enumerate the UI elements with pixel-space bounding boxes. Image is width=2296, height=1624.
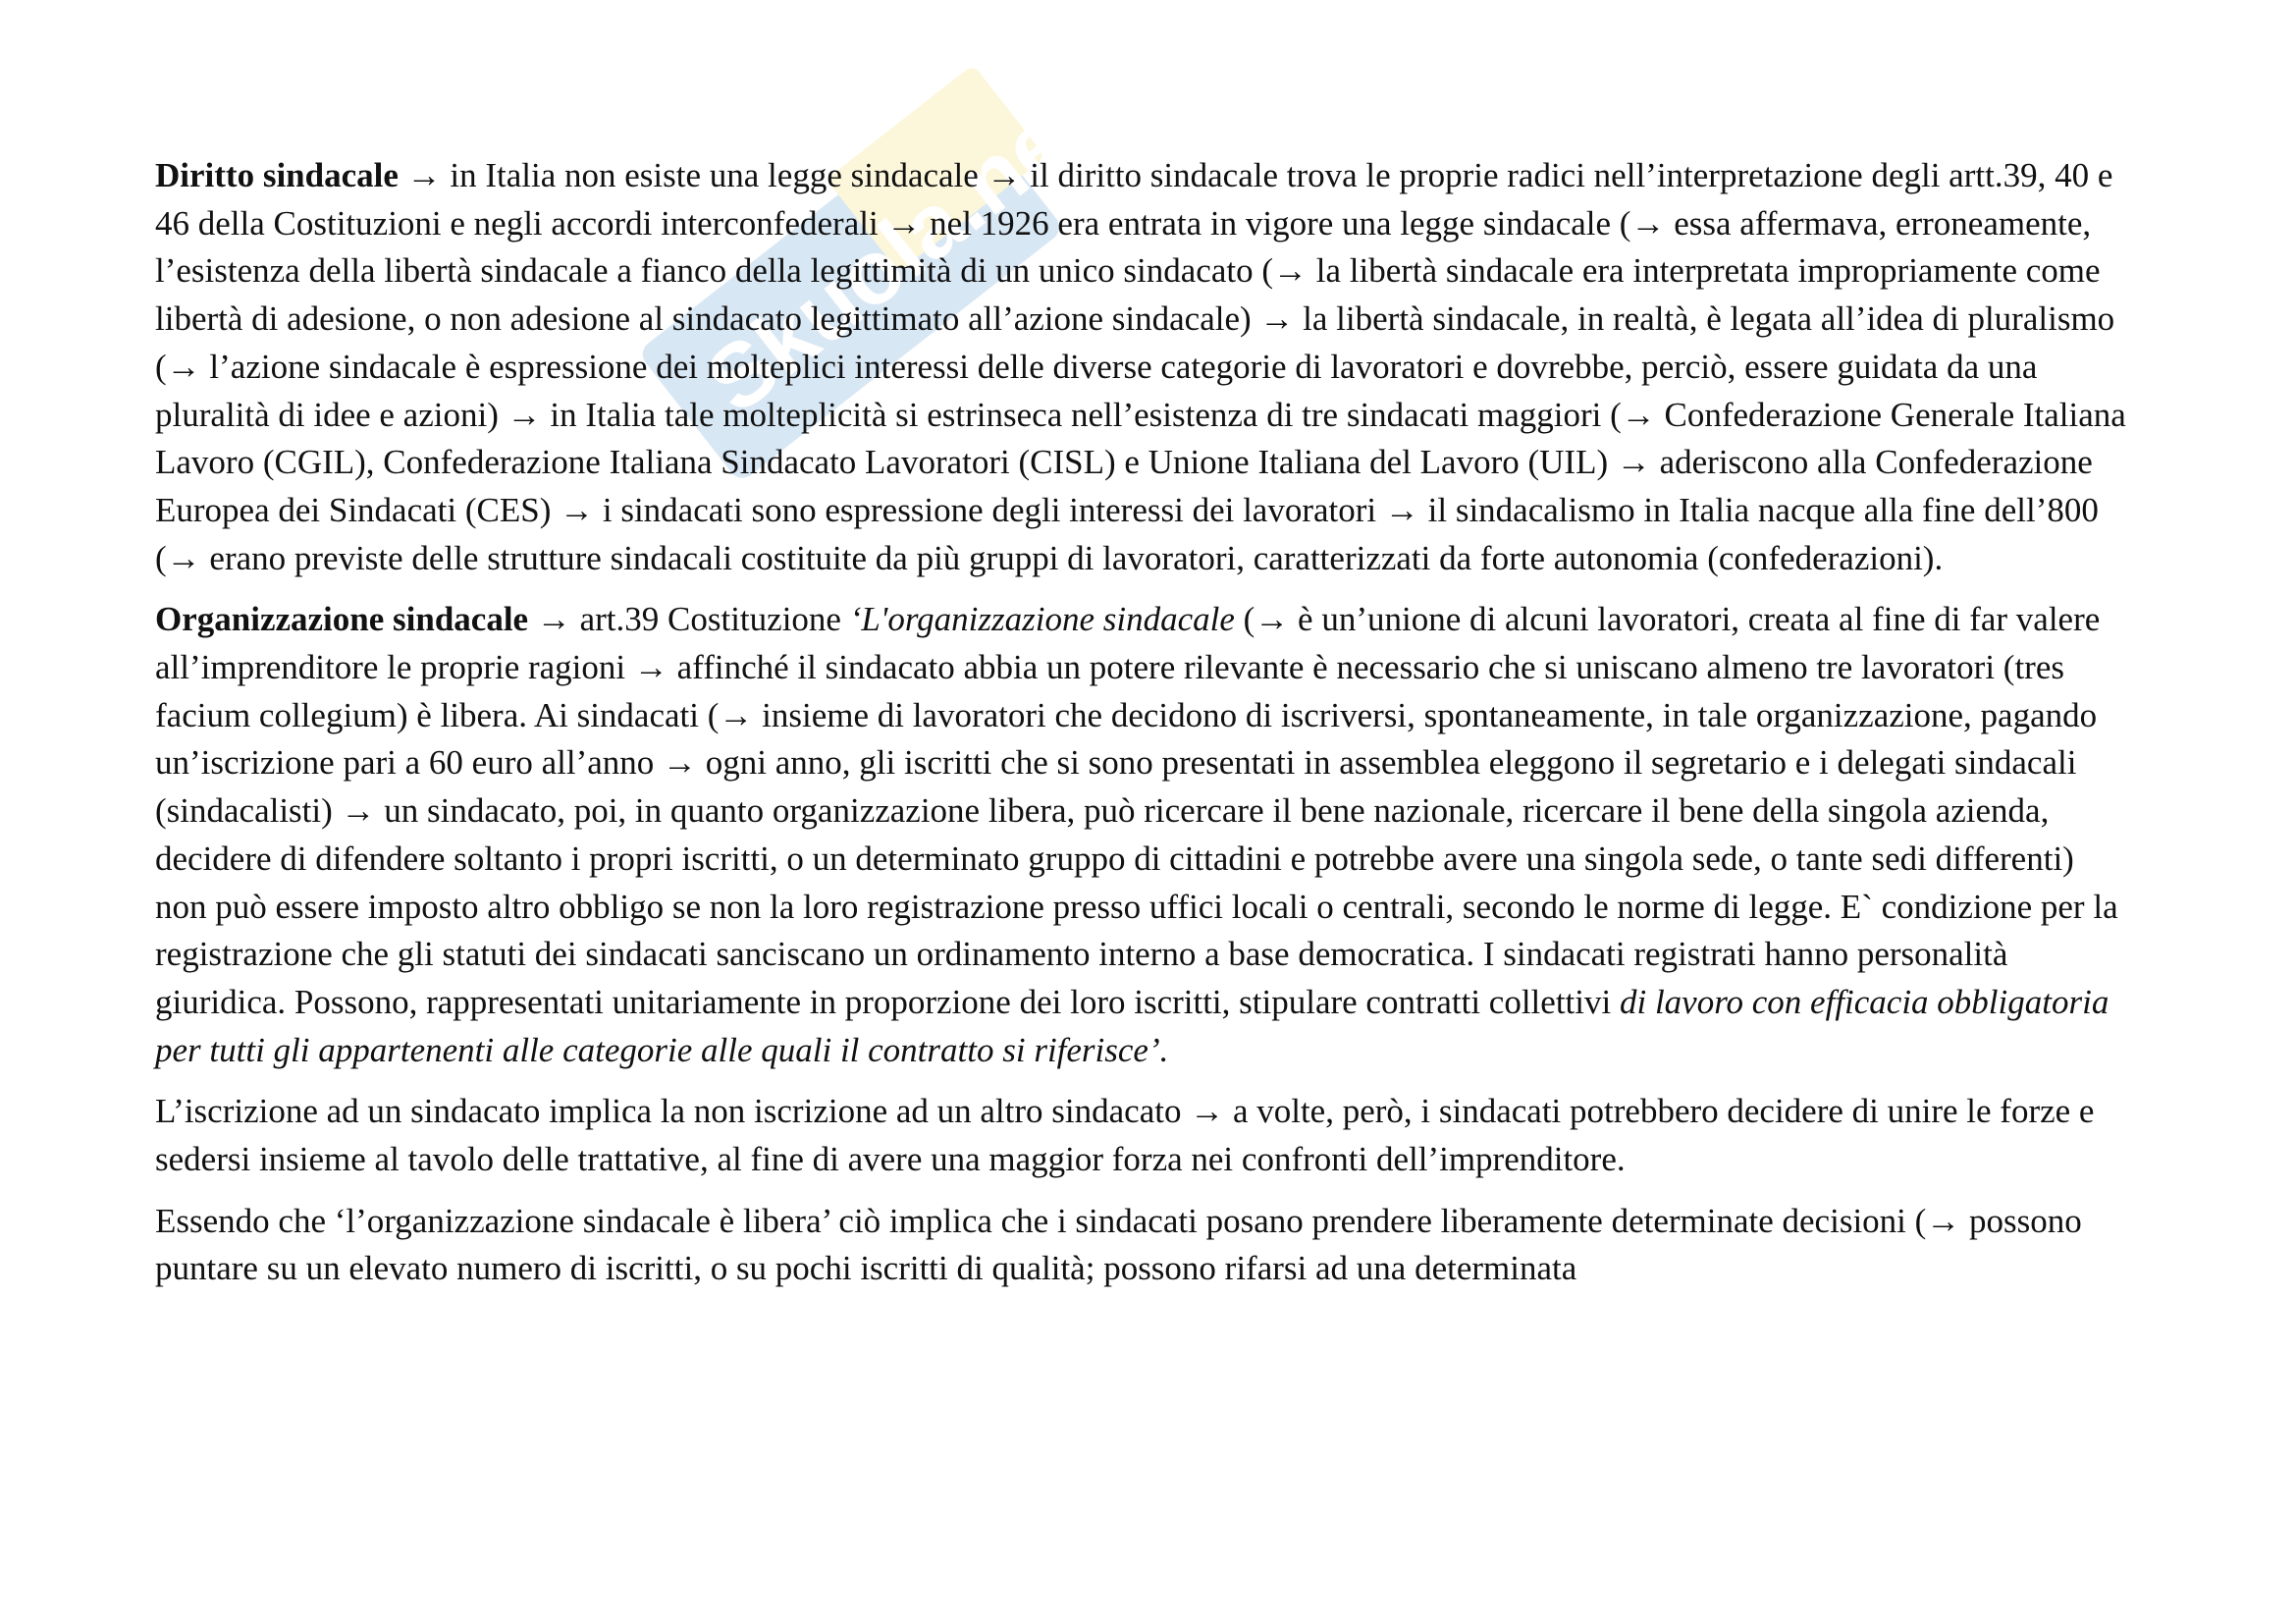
paragraph-organizzazione-sindacale	[155, 596, 2133, 1074]
term-diritto-sindacale: Diritto sindacale	[155, 156, 399, 194]
paragraph-text: (→ è un’unione di alcuni lavoratori, creata al fine di far valere all’imprenditore le proprie ragioni → affinché il sindacato abbia un potere rilevante è necessario che si uniscano almeno tre lavoratori (tres facium collegium) è libera. Ai sindacati (→ insieme di lavoratori che decidono di iscriversi, spontaneamente, in tale organizzazione, pagando un’iscrizione pari a 60 euro all’anno → ogni anno, gli iscritti che si sono presentati in assemblea eleggono il segretario e i delegati sindacali (sindacalisti) → un sindacato, poi, in quanto organizzazione libera, può ricercare il bene nazionale, ricercare il bene della singola azienda, decidere di difendere soltanto i propri iscritti, o un determinato gruppo di cittadini e potrebbe avere una singola sede, o tante sedi differenti) non può essere imposto altro obbligo se non la loro registrazione presso uffici locali o centrali, secondo le norme di legge. E` condizione per la registrazione che gli statuti dei sindacati sanciscano un ordinamento interno a base democratica. I sindacati registrati hanno personalità giuridica. Possono, rappresentati unitariamente in proporzione dei loro iscritti, stipulare contratti collettivi	[155, 600, 2118, 1021]
paragraph-text: → in Italia non esiste una legge sindacale → il diritto sindacale trova le proprie radici nell’interpretazione degli artt.39, 40 e 46 della Costituzioni e negli accordi interconfederali → nel 1926 era entrata in vigore una legge sindacale (→ essa affermava, erroneamente, l’esistenza della libertà sindacale a fianco della legittimità di un unico sindacato (→ la libertà sindacale era interpretata impropriamente come libertà di adesione, o non adesione al sindacato legittimato all’azione sindacale) → la libertà sindacale, in realtà, è legata all’idea di pluralismo (→ l’azione sindacale è espressione dei molteplici interessi delle diverse categorie di lavoratori e dovrebbe, perciò, essere guidata da una pluralità di idee e azioni) → in Italia tale molteplicità si estrinseca nell’esistenza di tre sindacati maggiori (→ Confederazione Generale Italiana Lavoro (CGIL), Confederazione Italiana Sindacato Lavoratori (CISL) e Unione Italiana del Lavoro (UIL) → aderiscono alla Confederazione Europea dei Sindacati (CES) → i sindacati sono espressione degli interessi dei lavoratori → il sindacalismo in Italia nacque alla fine dell’800 (→ erano previste delle strutture sindacali costituite da più gruppi di lavoratori, caratterizzati da forte autonomia (confederazioni).	[155, 156, 2126, 577]
paragraph-iscrizione	[155, 1088, 2133, 1183]
paragraph-essendo-che	[155, 1198, 2133, 1293]
document-body	[155, 152, 2133, 1307]
quote-start: ‘L'organizzazione sindacale	[849, 600, 1235, 639]
paragraph-text: L’iscrizione ad un sindacato implica la non iscrizione ad un altro sindacato → a volte, però, i sindacati potrebbero decidere di unire le forze e sedersi insieme al tavolo delle trattative, al fine di avere una maggior forza nei confronti dell’imprenditore.	[155, 1092, 2095, 1179]
paragraph-text: Essendo che ‘l’organizzazione sindacale è libera’ ciò implica che i sindacati posano prendere liberamente determinate decisioni (→ possono puntare su un elevato numero di iscritti, o su pochi iscritti di qualità; possono rifarsi ad una determinata	[155, 1201, 2082, 1288]
watermark-text: Skuola.net	[687, 72, 1110, 433]
quote-end: di lavoro con efficacia obbligatoria per tutti gli appartenenti alle categorie alle quali il contratto si riferisce’.	[155, 982, 2109, 1069]
term-organizzazione-sindacale: Organizzazione sindacale	[155, 600, 529, 639]
paragraph-diritto-sindacale	[155, 152, 2133, 582]
paragraph-text: → art.39 Costituzione	[528, 600, 850, 639]
